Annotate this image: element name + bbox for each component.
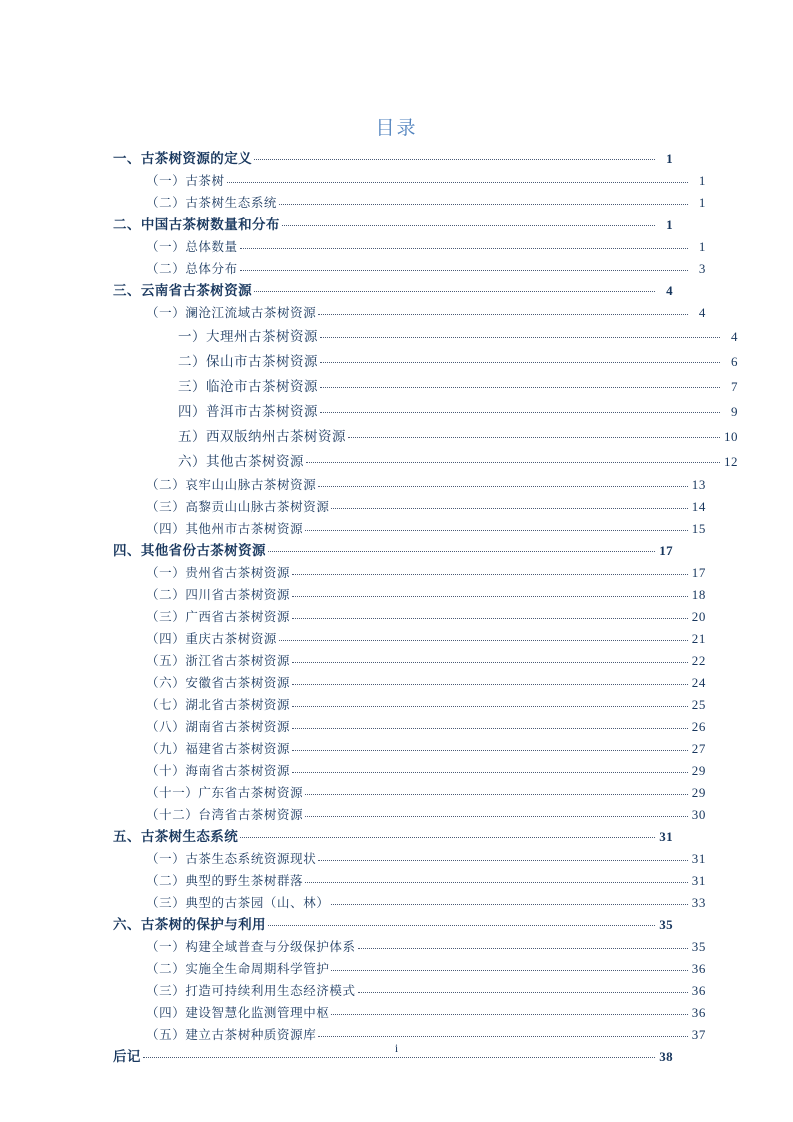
toc-entry-number: 五、 <box>113 829 141 844</box>
toc-dot-leader <box>320 378 720 392</box>
toc-page-number: 7 <box>731 379 738 394</box>
toc-dot-leader <box>318 1027 688 1040</box>
toc-entry-number: （十） <box>146 763 186 778</box>
toc-entry-label <box>146 694 290 716</box>
toc-dot-leader <box>240 239 688 252</box>
toc-entry[interactable] <box>146 258 706 280</box>
toc-entry-number: 三） <box>178 379 206 394</box>
toc-entry-text: 重庆古茶树资源 <box>185 631 278 646</box>
toc-entry-text: 广西省古茶树资源 <box>185 609 291 624</box>
toc-page-number: 4 <box>731 329 738 344</box>
toc-entry-label <box>146 760 290 782</box>
toc-entry-number: 一） <box>178 329 206 344</box>
toc-dot-leader <box>292 609 688 622</box>
toc-dot-leader <box>305 873 688 886</box>
toc-entry[interactable] <box>146 236 706 258</box>
toc-entry-number: （一） <box>146 565 186 580</box>
toc-entry-number: （二） <box>146 587 186 602</box>
toc-entry-text: 其他古茶树资源 <box>206 454 304 469</box>
toc-entry-label <box>146 474 316 496</box>
toc-entry[interactable] <box>146 170 706 192</box>
toc-entry[interactable] <box>178 424 738 449</box>
toc-dot-leader <box>292 587 688 600</box>
toc-entry-label <box>146 606 290 628</box>
toc-entry-label <box>146 738 290 760</box>
toc-entry-text: 福建省古茶树资源 <box>185 741 291 756</box>
toc-page-number: 29 <box>691 785 706 800</box>
toc-entry-label <box>146 936 356 958</box>
toc-entry-number: （二） <box>146 961 186 976</box>
toc-entry-text: 古茶树的保护与利用 <box>140 917 266 932</box>
toc-entry-text: 西双版纳州古茶树资源 <box>206 429 346 444</box>
toc-dot-leader <box>227 173 688 186</box>
toc-entry-label <box>178 424 346 449</box>
toc-entry-number: （五） <box>146 1027 186 1042</box>
toc-dot-leader <box>318 477 688 490</box>
toc-entry-number: （三） <box>146 895 186 910</box>
toc-entry[interactable] <box>146 694 706 716</box>
toc-entry-label <box>146 958 329 980</box>
page-title: 目录 <box>375 117 418 139</box>
toc-entry-number: （十二） <box>146 807 199 822</box>
toc-entry-number: （七） <box>146 697 186 712</box>
toc-entry-label <box>113 280 252 302</box>
toc-entry-number: 六、 <box>113 917 141 932</box>
toc-entry-number: 三、 <box>113 283 141 298</box>
toc-entry-number: （四） <box>146 521 186 536</box>
toc-page-number: 4 <box>666 283 673 298</box>
toc-entry-label <box>178 374 318 399</box>
toc-dot-leader <box>305 785 688 798</box>
toc-entry-text: 古茶树生态系统 <box>140 829 239 844</box>
toc-page-number: 35 <box>691 939 706 954</box>
toc-entry-number: （二） <box>146 477 186 492</box>
toc-entry-number: （十一） <box>146 785 199 800</box>
toc-entry[interactable] <box>113 148 673 170</box>
toc-entry-label <box>146 980 356 1002</box>
toc-entry-text: 高黎贡山山脉古茶树资源 <box>185 499 330 514</box>
toc-entry[interactable] <box>146 628 706 650</box>
toc-entry-text: 古茶生态系统资源现状 <box>185 851 317 866</box>
toc-entry-text: 建立古茶树种质资源库 <box>185 1027 317 1042</box>
toc-page-number: 25 <box>691 697 706 712</box>
toc-dot-leader <box>292 697 688 710</box>
toc-entry-label <box>146 782 303 804</box>
toc-page-number: 36 <box>691 961 706 976</box>
toc-entry-label <box>146 236 238 258</box>
toc-dot-leader <box>331 499 688 512</box>
toc-entry-number: （一） <box>146 305 186 320</box>
toc-dot-leader <box>292 565 688 578</box>
toc-page-number: 13 <box>691 477 706 492</box>
toc-entry-text: 打造可持续利用生态经济模式 <box>185 983 356 998</box>
toc-entry-text: 贵州省古茶树资源 <box>185 565 291 580</box>
toc-dot-leader <box>318 851 688 864</box>
toc-dot-leader <box>331 961 688 974</box>
toc-entry-label <box>146 650 290 672</box>
toc-dot-leader <box>240 261 688 274</box>
toc-entry-number: 六） <box>178 454 206 469</box>
toc-dot-leader <box>292 675 688 688</box>
toc-entry-label <box>146 628 277 650</box>
toc-page-number: 31 <box>691 851 706 866</box>
toc-dot-leader <box>292 719 688 732</box>
toc-dot-leader <box>320 328 720 342</box>
toc-entry-number: 四） <box>178 404 206 419</box>
toc-entry-text: 典型的野生茶树群落 <box>185 873 304 888</box>
toc-entry-text: 总体分布 <box>185 261 238 276</box>
toc-entry-label <box>178 399 318 424</box>
toc-entry-text: 普洱市古茶树资源 <box>206 404 318 419</box>
toc-entry-number: （一） <box>146 173 186 188</box>
toc-entry[interactable] <box>146 936 706 958</box>
toc-entry[interactable] <box>113 826 673 848</box>
toc-entry-text: 中国古茶树数量和分布 <box>140 217 280 232</box>
toc-page-number: 3 <box>698 261 706 276</box>
toc-entry[interactable] <box>146 650 706 672</box>
toc-entry[interactable] <box>146 760 706 782</box>
toc-entry-text: 古茶树 <box>185 173 225 188</box>
toc-page-number: 38 <box>659 1049 673 1064</box>
toc-entry[interactable] <box>146 518 706 540</box>
toc-page-number: 26 <box>691 719 706 734</box>
toc-entry-label <box>146 804 303 826</box>
toc-page-number: 4 <box>698 305 706 320</box>
toc-page-number: 17 <box>691 565 706 580</box>
toc-dot-leader <box>282 216 655 230</box>
toc-entry[interactable] <box>146 870 706 892</box>
toc-page-number: 27 <box>691 741 706 756</box>
toc-page-number: 36 <box>691 983 706 998</box>
toc-entry[interactable] <box>146 302 706 324</box>
toc-page-number: 1 <box>666 151 673 166</box>
toc-entry-number: （四） <box>146 631 186 646</box>
toc-entry-number: （六） <box>146 675 186 690</box>
toc-page-number: 35 <box>659 917 673 932</box>
toc-page-number: 6 <box>731 354 738 369</box>
toc-entry[interactable] <box>178 449 738 474</box>
toc-entry-text: 典型的古茶园（山、林） <box>185 895 330 910</box>
toc-entry-text: 建设智慧化监测管理中枢 <box>185 1005 330 1020</box>
toc-entry[interactable] <box>146 804 706 826</box>
toc-dot-leader <box>292 653 688 666</box>
toc-entry[interactable] <box>146 782 706 804</box>
toc-entry[interactable] <box>146 716 706 738</box>
toc-entry-label <box>146 518 303 540</box>
toc-entry-label <box>113 914 266 936</box>
toc-entry[interactable] <box>146 738 706 760</box>
toc-entry[interactable] <box>178 324 738 349</box>
toc-entry-label <box>113 148 252 170</box>
toc-entry-text: 总体数量 <box>185 239 238 254</box>
toc-entry-text: 大理州古茶树资源 <box>206 329 318 344</box>
toc-dot-leader <box>318 305 688 318</box>
toc-entry-label <box>113 826 238 848</box>
toc-entry-label <box>178 324 318 349</box>
toc-entry-label <box>146 1002 329 1024</box>
toc-entry[interactable] <box>146 892 706 914</box>
toc-dot-leader <box>240 828 655 842</box>
toc-dot-leader <box>279 631 688 644</box>
toc-dot-leader <box>320 403 720 417</box>
toc-entry-number: 五） <box>178 429 206 444</box>
toc-entry-label <box>146 716 290 738</box>
toc-entry[interactable] <box>146 192 706 214</box>
toc-entry-label <box>146 302 316 324</box>
toc-page-number: 21 <box>691 631 706 646</box>
toc-entry-number: （一） <box>146 851 186 866</box>
toc-entry-text: 哀牢山山脉古茶树资源 <box>185 477 317 492</box>
toc-page-number: 29 <box>691 763 706 778</box>
toc-entry-label <box>146 496 329 518</box>
toc-entry-text: 实施全生命周期科学管护 <box>185 961 330 976</box>
toc-entry-label <box>146 584 290 606</box>
toc-entry-text: 古茶树生态系统 <box>185 195 278 210</box>
toc-entry[interactable] <box>146 562 706 584</box>
toc-page-number: 10 <box>724 429 738 444</box>
toc-entry-text: 安徽省古茶树资源 <box>185 675 291 690</box>
toc-entry[interactable] <box>146 584 706 606</box>
toc-entry-number: （八） <box>146 719 186 734</box>
table-of-contents <box>113 148 738 1068</box>
toc-entry[interactable] <box>146 848 706 870</box>
toc-entry-number: （二） <box>146 195 186 210</box>
toc-entry-number: 四、 <box>113 543 141 558</box>
toc-entry-text: 澜沧江流域古茶树资源 <box>185 305 317 320</box>
toc-page-number: 30 <box>691 807 706 822</box>
toc-entry-number: 一、 <box>113 151 141 166</box>
toc-entry[interactable] <box>146 474 706 496</box>
toc-page-number: 24 <box>691 675 706 690</box>
toc-page-number: 12 <box>724 454 738 469</box>
toc-page-number: 1 <box>698 239 706 254</box>
toc-entry-number: （三） <box>146 499 186 514</box>
toc-entry-number: 二、 <box>113 217 141 232</box>
toc-dot-leader <box>292 763 688 776</box>
toc-page-number: 9 <box>731 404 738 419</box>
toc-entry[interactable] <box>146 980 706 1002</box>
toc-entry-number: （五） <box>146 653 186 668</box>
toc-entry-label <box>146 870 303 892</box>
toc-entry[interactable] <box>113 214 673 236</box>
toc-dot-leader <box>268 916 655 930</box>
toc-entry[interactable] <box>178 374 738 399</box>
toc-entry-label <box>146 192 277 214</box>
toc-page-number: 14 <box>691 499 706 514</box>
toc-entry[interactable] <box>146 496 706 518</box>
toc-entry-text: 浙江省古茶树资源 <box>185 653 291 668</box>
toc-dot-leader <box>305 807 688 820</box>
toc-entry-text: 其他州市古茶树资源 <box>185 521 304 536</box>
toc-entry-number: （二） <box>146 261 186 276</box>
toc-page-number: 17 <box>659 543 673 558</box>
toc-entry-number: （二） <box>146 873 186 888</box>
toc-entry[interactable] <box>146 672 706 694</box>
toc-entry[interactable] <box>146 1002 706 1024</box>
toc-dot-leader <box>292 741 688 754</box>
toc-entry-number: （一） <box>146 939 186 954</box>
toc-entry-label <box>146 562 290 584</box>
toc-entry-label <box>113 214 280 236</box>
toc-dot-leader <box>331 1005 688 1018</box>
toc-entry[interactable] <box>113 914 673 936</box>
toc-page-number: 33 <box>691 895 706 910</box>
toc-entry[interactable] <box>113 540 673 562</box>
toc-entry-text: 古茶树资源的定义 <box>140 151 253 166</box>
toc-dot-leader <box>268 542 655 556</box>
toc-dot-leader <box>358 983 688 996</box>
toc-entry-number: （四） <box>146 1005 186 1020</box>
toc-entry-number: （三） <box>146 983 186 998</box>
toc-entry[interactable] <box>178 399 738 424</box>
toc-entry-text: 构建全域普查与分级保护体系 <box>185 939 356 954</box>
toc-dot-leader <box>331 895 688 908</box>
toc-dot-leader <box>358 939 688 952</box>
toc-entry[interactable] <box>113 280 673 302</box>
toc-dot-leader <box>306 453 720 467</box>
toc-page-number: 15 <box>691 521 706 536</box>
toc-entry-label <box>113 540 266 562</box>
toc-entry-label <box>146 258 238 280</box>
toc-page-number: 22 <box>691 653 706 668</box>
toc-entry-label <box>178 449 304 474</box>
toc-entry-text: 四川省古茶树资源 <box>185 587 291 602</box>
toc-dot-leader <box>254 282 655 296</box>
toc-entry-number: （三） <box>146 609 186 624</box>
toc-entry-label <box>146 170 225 192</box>
toc-entry-number: （九） <box>146 741 186 756</box>
toc-entry-text: 保山市古茶树资源 <box>206 354 318 369</box>
toc-entry-text: 其他省份古茶树资源 <box>140 543 266 558</box>
toc-dot-leader <box>305 521 688 534</box>
toc-entry-number: 二） <box>178 354 206 369</box>
toc-page-number: 31 <box>659 829 673 844</box>
toc-entry-label <box>146 672 290 694</box>
toc-page-number: 31 <box>691 873 706 888</box>
toc-page-number: 20 <box>691 609 706 624</box>
toc-entry-label <box>178 349 318 374</box>
toc-entry-text: 后记 <box>113 1049 141 1064</box>
toc-entry-text: 湖北省古茶树资源 <box>185 697 291 712</box>
toc-entry[interactable] <box>146 606 706 628</box>
toc-page-number: 37 <box>691 1027 706 1042</box>
toc-page-number: 18 <box>691 587 706 602</box>
toc-dot-leader <box>279 195 688 208</box>
toc-entry-text: 广东省古茶树资源 <box>198 785 304 800</box>
footer-page-number: i <box>394 1041 399 1055</box>
toc-dot-leader <box>348 428 720 442</box>
toc-entry-label <box>146 848 316 870</box>
toc-entry-text: 台湾省古茶树资源 <box>198 807 304 822</box>
toc-page-number: 1 <box>698 195 706 210</box>
toc-dot-leader <box>320 353 720 367</box>
toc-dot-leader <box>254 150 655 164</box>
toc-entry-text: 云南省古茶树资源 <box>140 283 253 298</box>
toc-page-number: 1 <box>698 173 706 188</box>
toc-entry-text: 临沧市古茶树资源 <box>206 379 318 394</box>
toc-page-number: 36 <box>691 1005 706 1020</box>
toc-entry[interactable] <box>178 349 738 374</box>
toc-entry[interactable] <box>146 958 706 980</box>
toc-entry-text: 湖南省古茶树资源 <box>185 719 291 734</box>
toc-entry-number: （一） <box>146 239 186 254</box>
toc-entry-text: 海南省古茶树资源 <box>185 763 291 778</box>
toc-page-number: 1 <box>666 217 673 232</box>
toc-entry-label <box>146 892 329 914</box>
